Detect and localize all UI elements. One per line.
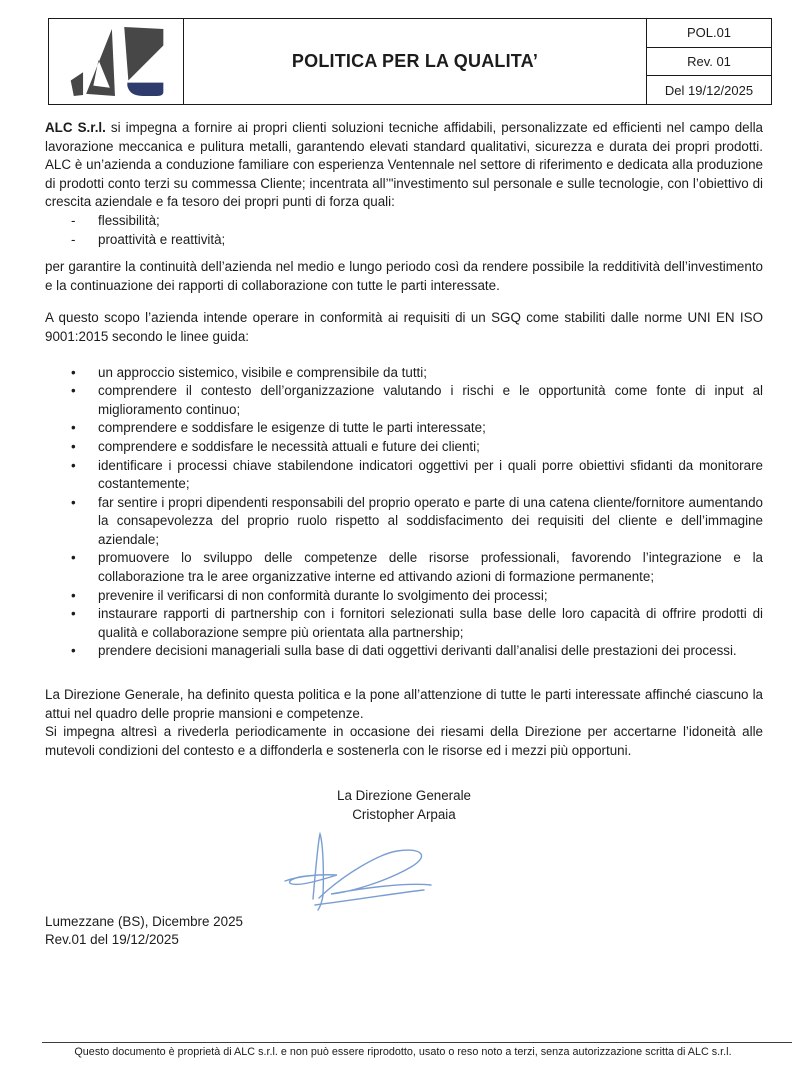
intro-paragraph [45, 119, 763, 212]
signature-name: Cristopher Arpaia [352, 807, 456, 822]
footer-divider [42, 1042, 792, 1043]
title-cell [184, 19, 647, 104]
bullet-item: • comprendere il contesto dell’organizzazione valutando i rischi e le opportunità come fonte di input al miglioramento continuo; [98, 382, 763, 419]
dash-list-item: - proattività e reattività; [98, 231, 763, 250]
doc-revision: Rev. 01 [647, 47, 771, 76]
strengths-dash-list [45, 212, 763, 249]
guidelines-bullet-list [45, 364, 763, 662]
closing-paragraph-1: La Direzione Generale, ha definito questa politica e la pone all’attenzione di tutte le parti interessate affinché ciascuno la attui nel quadro delle proprie mansioni e competenze. [45, 687, 763, 721]
bullet-item: • instaurare rapporti di partnership con i fornitori selezionati sulla base delle loro capacità di offrire prodotti di qualità e collaborazione sempre più orientata alla partnership; [98, 605, 763, 642]
bullet-item: • promuovere lo sviluppo delle competenze delle risorse professionali, favorendo l’integrazione e la collaborazione tra le aree organizzative interne ed attivando azioni di formazione permanente; [98, 549, 763, 586]
bullet-item: • far sentire i propri dipendenti responsabili del proprio operato e parte di una catena cliente/fornitore aumentando la consapevolezza del proprio ruolo rispetto al soddisfacimento dei requisiti del cliente e dell’immagine aziendale; [98, 494, 763, 550]
doc-code: POL.01 [686, 25, 732, 41]
bullet-item: • comprendere e soddisfare le esigenze di tutte le parti interessate; [98, 419, 763, 438]
scope-paragraph: A questo scopo l’azienda intende operare in conformità ai requisiti di un SGQ come stabiliti dalle norme UNI EN ISO 9001:2015 secondo le linee guida: [45, 310, 763, 344]
page-title: POLITICA PER LA QUALITA’ [291, 51, 539, 71]
bullet-item: • un approccio sistemico, visibile e comprensibile da tutti; [98, 364, 763, 383]
bullet-item: • prendere decisioni manageriali sulla base di dati oggettivi derivanti dall’analisi delle prestazioni dei processi. [98, 642, 763, 661]
doc-date: Del 19/12/2025 [647, 75, 771, 104]
doc-meta-column [647, 19, 771, 104]
signature-block [45, 787, 763, 912]
alc-logo-icon [66, 27, 166, 97]
place-date-line: Lumezzane (BS), Dicembre 2025 [45, 913, 243, 929]
footer-note: Questo documento è proprietà di ALC s.r.l. e non può essere riprodotto, usato o reso noto a terzi, senza autorizzazione scritta di ALC s.r.l. [74, 1046, 732, 1058]
document-header-table [48, 18, 772, 105]
signature-role: La Direzione Generale [337, 788, 471, 804]
closing-block [45, 913, 763, 950]
company-name: ALC S.r.l. [45, 120, 106, 135]
document-body [45, 119, 763, 950]
intro-paragraph-text: si impegna a fornire ai propri clienti soluzioni tecniche affidabili, personalizzate ed efficienti nel campo della lavorazione meccanica e pulitura metalli, garantendo elevati standard qualitativi, sicurezza e durata dei propri prodotti. ALC è un’azienda a conduzione familiare con esperienza Ventennale nel settore di riferimento e dedicata alla produzione di prodotti conto terzi su commessa Cliente; incentrata all’"investimento sul personale e sulle tecnologie, con l’obiettivo di crescita aziendale e fa tesoro dei propri punti di forza quali: [45, 120, 763, 210]
bullet-item: • prevenire il verificarsi di non conformità durante lo svolgimento dei processi; [98, 587, 763, 606]
logo-cell [49, 19, 184, 104]
dash-list-item: - flessibilità; [98, 212, 763, 231]
closing-paragraph-2: Si impegna altresì a rivederla periodicamente in occasione dei riesami della Direzione per accertarne l’idoneità alle mutevoli condizioni del contesto e a diffonderla e sostenerla con le risorse ed i mezzi più opportuni. [45, 724, 763, 758]
bullet-item: • comprendere e soddisfare le necessità attuali e future dei clienti; [98, 438, 763, 457]
continuity-paragraph: per garantire la continuità dell’azienda nel medio e lungo periodo così da rendere possibile la redditività dell’investimento e la continuazione dei rapporti di collaborazione con tutte le parti interessate. [45, 259, 763, 293]
handwritten-signature-icon [279, 825, 529, 913]
revision-line: Rev.01 del 19/12/2025 [45, 932, 179, 948]
bullet-item: • identificare i processi chiave stabilendone indicatori oggettivi per i quali porre obiettivi sfidanti da monitorare costantemente; [98, 457, 763, 494]
